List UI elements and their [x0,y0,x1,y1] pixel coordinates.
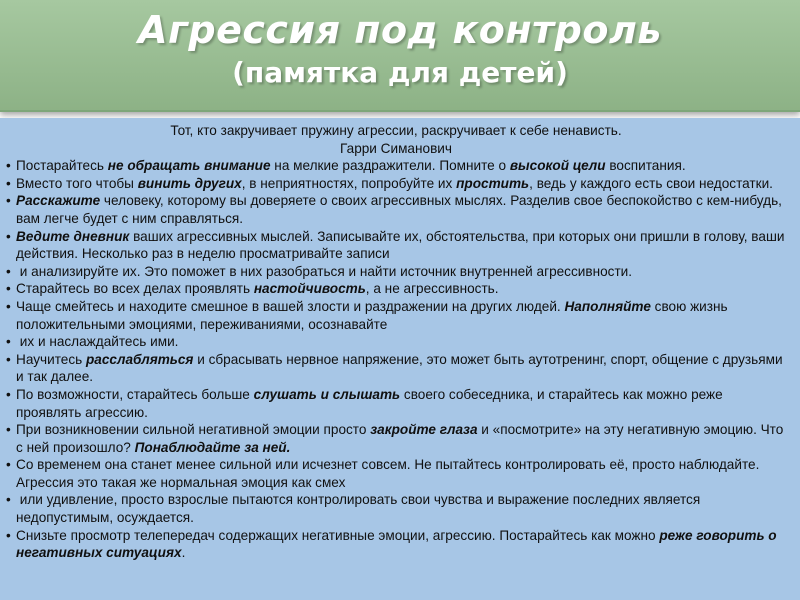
list-item-text: , в неприятностях, попробуйте их [241,175,457,191]
emphasized-text: высокой цели [509,158,606,174]
list-item-text: Постарайтесь [16,158,108,174]
list-item [6,157,786,175]
tips-list [6,157,786,562]
slide-subtitle: (памятка для детей) [232,56,568,89]
emphasized-text: расслабляться [86,351,194,367]
list-item-text: или удивление, просто взрослые пытаются контролировать свои чувства и выражение последних является недопустимым, осуждается. [16,492,701,526]
list-item [6,351,786,386]
list-item-text: человеку, которому вы доверяете о своих агрессивных мыслях. Разделив свое беспокойство с кем-нибудь, вам легче будет с ним справляться. [16,193,782,226]
list-item-text: Со временем она станет менее сильной или исчезнет совсем. Не пытайтесь контролировать её, просто наблюдайте. Агрессия это такая же нормальная эмоция как смех [16,457,760,490]
list-item-text: При возникновении сильной негативной эмоции просто [16,422,371,438]
emphasized-text: настойчивость [253,281,366,297]
list-item-text: Старайтесь во всех делах проявлять [16,281,254,297]
list-item-text: , а не агрессивность. [365,281,499,297]
list-item [6,333,786,351]
list-item-text: . [181,545,186,561]
list-item-text: на мелкие раздражители. Помните о [270,158,510,174]
emphasized-text: Ведите дневник [16,228,130,244]
list-item-text: Снизьте просмотр телепередач содержащих негативные эмоции, агрессию. Постарайтесь как можно [16,527,660,543]
list-item [6,280,786,298]
slide-header [0,0,800,112]
list-item-text: , ведь у каждого есть свои недостатки. [529,175,773,191]
emphasized-text: винить других [137,175,242,191]
list-item-text: Научитесь [16,351,86,367]
emphasized-text: реже говорить о негативных ситуациях [16,527,777,561]
emphasized-text: Понаблюдайте за ней. [134,439,291,455]
list-item-text: Вместо того чтобы [16,175,138,191]
content-panel [0,118,800,600]
list-item-text: и анализируйте их. Это поможет в них разобраться и найти источник внутренней агрессивности. [16,263,633,279]
list-item [6,456,786,491]
list-item [6,491,786,526]
emphasized-text: не обращать внимание [107,158,271,174]
epigraph-quote: Тот, кто закручивает пружину агрессии, раскручивает к себе ненависть. [170,123,622,138]
list-item [6,386,786,421]
list-item-text: своего собеседника, и старайтесь как можно реже проявлять агрессию. [16,386,723,420]
list-item-text: Чаще смейтесь и находите смешное в вашей злости и раздражении на других людей. [16,298,565,314]
slide-title: Агрессия под контроль [138,8,662,52]
emphasized-text: Расскажите [16,193,101,209]
emphasized-text: слушать и слышать [253,386,401,402]
emphasized-text: простить [456,175,530,191]
list-item [6,228,786,263]
epigraph-author: Гарри Симанович [340,140,452,156]
list-item-text: ваших агрессивных мыслей. Записывайте их, обстоятельства, при которых они пришли в голову, ваши действия. Несколько раз в неделю просматривайте записи [16,228,785,262]
list-item-text: свою жизнь положительными эмоциями, переживаниями, осознавайте [16,298,728,332]
list-item-text: и «посмотрите» на эту негативную эмоцию. Что с ней произошло? [16,422,784,455]
list-item-text: их и наслаждайтесь ими. [16,334,179,350]
list-item [6,192,786,227]
list-item [6,298,786,333]
list-item [6,527,786,562]
list-item [6,175,786,193]
list-item-text: По возможности, старайтесь больше [16,386,254,402]
emphasized-text: Наполняйте [564,298,651,314]
emphasized-text: закройте глаза [370,422,478,438]
list-item-text: и сбрасывать нервное напряжение, это может быть аутотренинг, спорт, общение с друзьями и так далее. [16,351,783,385]
list-item [6,421,786,456]
list-item [6,263,786,281]
list-item-text: воспитания. [605,158,686,174]
